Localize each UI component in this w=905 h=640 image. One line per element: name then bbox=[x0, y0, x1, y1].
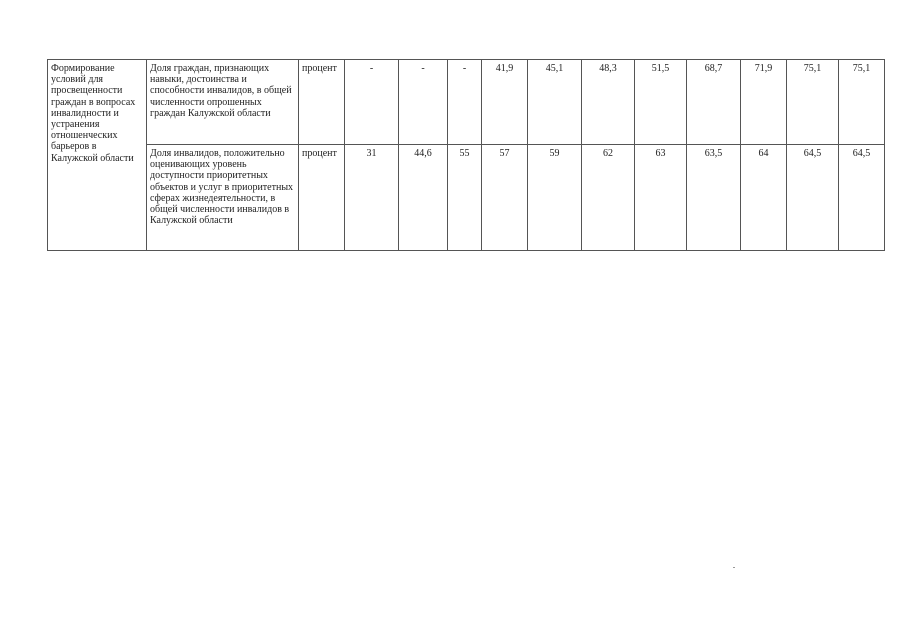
indicator-cell: Доля инвалидов, положительно оценивающих уровень доступности приоритетных объектов и услуг в приоритетных сферах жизнедеятельности, в общей численности инвалидов в Калужской области bbox=[147, 145, 299, 251]
value-cell: 44,6 bbox=[399, 145, 448, 251]
value-cell: 45,1 bbox=[528, 60, 582, 145]
value-cell: 63 bbox=[635, 145, 687, 251]
goal-cell: Формирование условий для просвещенности граждан в вопросах инвалидности и устранения отношенческих барьеров в Калужской области bbox=[48, 60, 147, 251]
value-cell: 75,1 bbox=[839, 60, 885, 145]
value-cell: 48,3 bbox=[582, 60, 635, 145]
value-cell: 59 bbox=[528, 145, 582, 251]
value-cell: 55 bbox=[448, 145, 482, 251]
value-cell: 63,5 bbox=[687, 145, 741, 251]
value-cell: 41,9 bbox=[482, 60, 528, 145]
scan-speck bbox=[733, 567, 735, 568]
value-cell: 64,5 bbox=[839, 145, 885, 251]
value-cell: 68,7 bbox=[687, 60, 741, 145]
value-cell: - bbox=[345, 60, 399, 145]
value-cell: 64 bbox=[741, 145, 787, 251]
value-cell: - bbox=[399, 60, 448, 145]
value-cell: 75,1 bbox=[787, 60, 839, 145]
value-cell: 71,9 bbox=[741, 60, 787, 145]
value-cell: 64,5 bbox=[787, 145, 839, 251]
indicators-table bbox=[47, 59, 885, 251]
table-row bbox=[48, 145, 885, 251]
table-row bbox=[48, 60, 885, 145]
indicator-cell: Доля граждан, признающих навыки, достоинства и способности инвалидов, в общей численности опрошенных граждан Калужской области bbox=[147, 60, 299, 145]
value-cell: 31 bbox=[345, 145, 399, 251]
unit-cell: процент bbox=[299, 145, 345, 251]
unit-cell: процент bbox=[299, 60, 345, 145]
value-cell: 62 bbox=[582, 145, 635, 251]
value-cell: 57 bbox=[482, 145, 528, 251]
value-cell: - bbox=[448, 60, 482, 145]
value-cell: 51,5 bbox=[635, 60, 687, 145]
